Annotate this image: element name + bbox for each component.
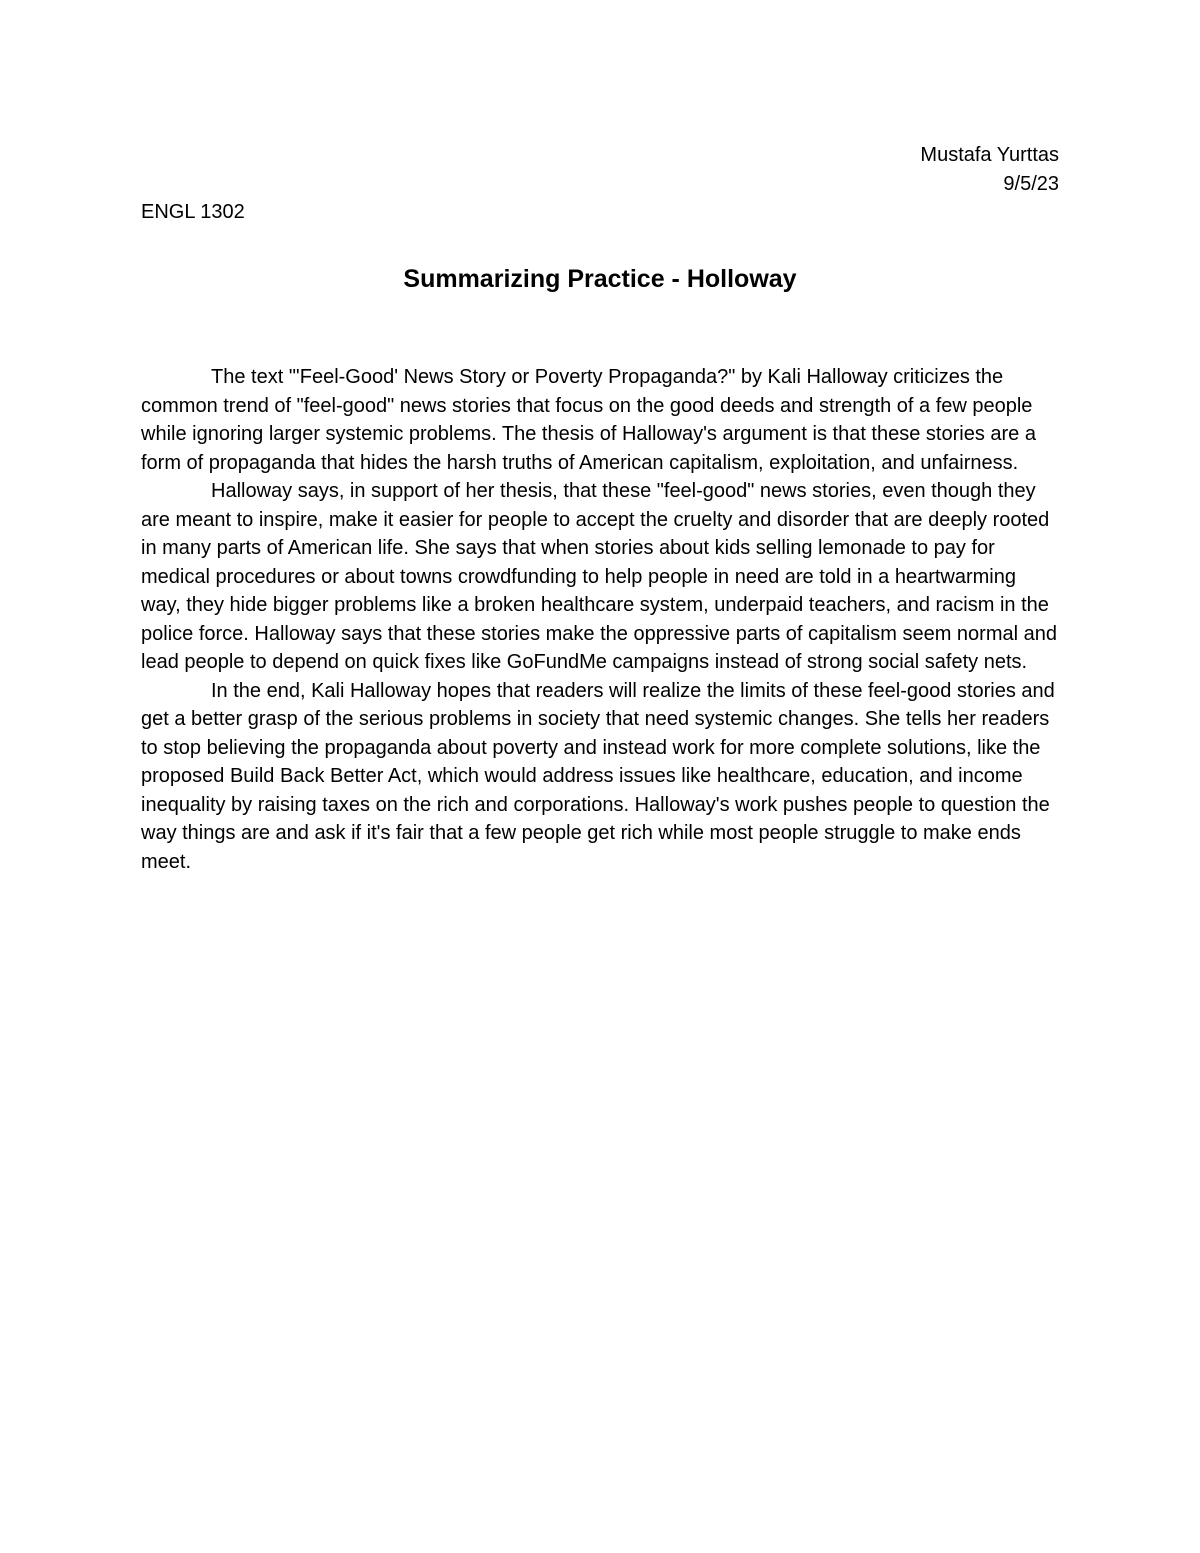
document-date: 9/5/23 [1003,172,1059,195]
paragraph-conclusion: In the end, Kali Halloway hopes that readers will realize the limits of these feel-good stories and get a better grasp of the serious problems in society that need systemic changes. She tells her readers to stop believing the propaganda about poverty and instead work for more complete solutions, like the proposed Build Back Better Act, which would address issues like healthcare, education, and income inequality by raising taxes on the rich and corporations. Halloway's work pushes people to question the way things are and ask if it's fair that a few people get rich while most people struggle to make ends meet. [141,679,1055,873]
paragraph-support: Halloway says, in support of her thesis, that these "feel-good" news stories, even though they are meant to inspire, make it easier for people to accept the cruelty and disorder that are deeply rooted in many parts of American life. She says that when stories about kids selling lemonade to pay for medical procedures or about towns crowdfunding to help people in need are told in a heartwarming way, they hide bigger problems like a broken healthcare system, underpaid teachers, and racism in the police force. Halloway says that these stories make the oppressive parts of capitalism seem normal and lead people to depend on quick fixes like GoFundMe campaigns instead of strong social safety nets. [141,480,1057,673]
paragraph-intro: The text "'Feel-Good' News Story or Poverty Propaganda?" by Kali Halloway criticizes the common trend of "feel-good" news stories that focus on the good deeds and strength of a few people while ignoring larger systemic problems. The thesis of Halloway's argument is that these stories are a form of propaganda that hides the harsh truths of American capitalism, exploitation, and unfairness. [141,366,1036,474]
document-title: Summarizing Practice - Holloway [403,265,797,293]
header-block [920,141,1059,198]
author-name: Mustafa Yurttas [920,144,1059,166]
course-code: ENGL 1302 [141,201,245,223]
document-body [141,363,1061,876]
